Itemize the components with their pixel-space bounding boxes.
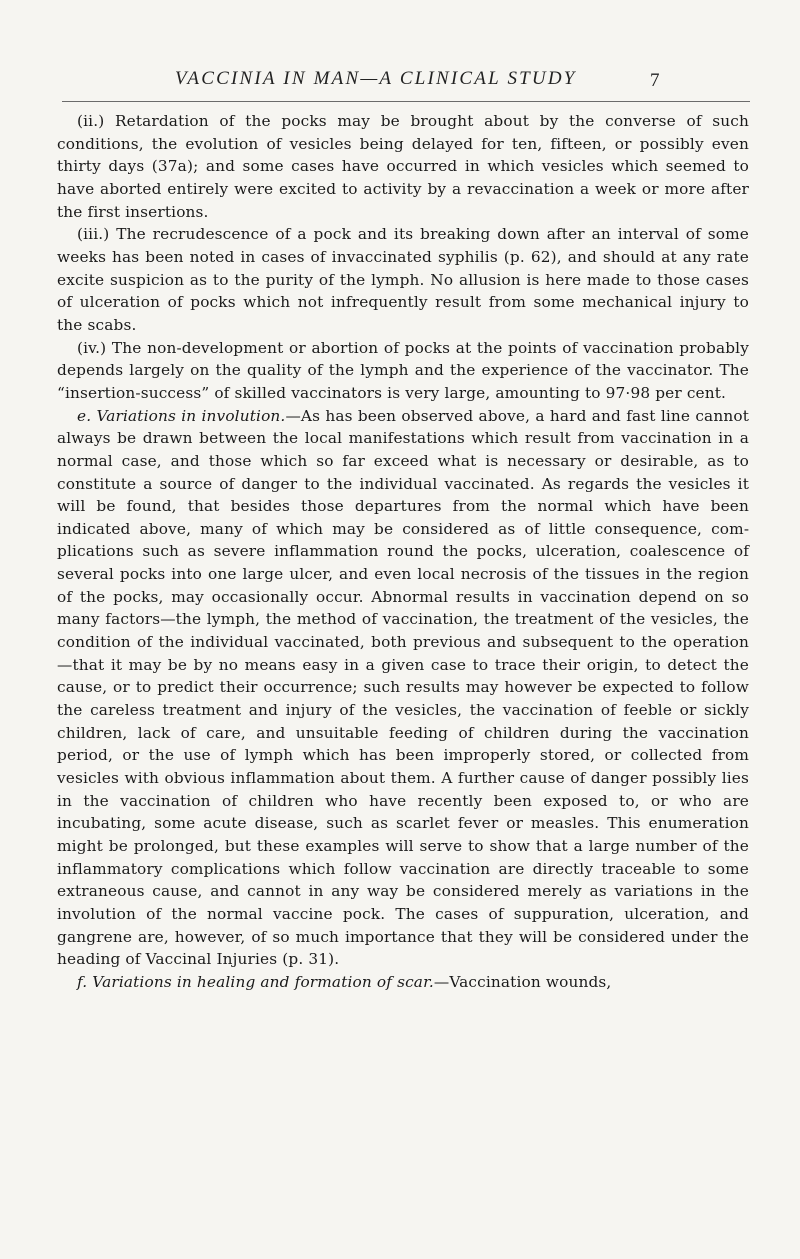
paragraph-variations-involution [57,405,749,971]
paragraph-variations-involution-text: —As has been observed above, a hard and fast line cannot always be drawn between the local manifestations which result from vaccination in a normal case, and those which so far exceed what is necessary or desirable, as to constitute a source of danger to the individual vaccinated. As regards the vesicles it will be found, that besides those departures from the normal which have been indicated above, many of which may be considered as of little consequence, complications such as severe inflammation round the pocks, ulceration, coalescence of several pocks into one large ulcer, and even local necrosis of the tissues in the region of the pocks, may occasionally occur. Abnormal results in vaccination depend on so many factors—the lymph, the method of vaccination, the treatment of the vesicles, the condition of the individual vaccinated, both previous and subsequent to the operation—that it may be by no means easy in a given case to trace their origin, to detect the cause, or to predict their occurrence; such results may however be expected to follow the careless treatment and injury of the vesicles, the vaccination of feeble or sickly children, lack of care, and unsuitable feeding of children during the vaccination period, or the use of lymph which has been improperly stored, or collected from vesicles with obvious inflammation about them. A further cause of danger possibly lies in the vaccination of children who have recently been exposed to, or who are incubating, some acute disease, such as scarlet fever or measles. This enumeration might be prolonged, but these examples will serve to show that a large number of the inflammatory complications which follow vaccination are directly traceable to some extraneous cause, and cannot in any way be considered merely as variations in the involution of the normal vaccine pock. The cases of suppuration, ulceration, and gangrene are, however, of so much importance that they will be considered under the heading of Vaccinal Injuries (p. 31). [57,406,749,969]
header-rule [62,101,750,102]
paragraph-variations-healing-text: —Vaccination wounds, [433,972,612,991]
subheading-variations-involution: e. Variations in involution. [77,406,286,425]
running-title: VACCINIA IN MAN—A CLINICAL STUDY [175,68,577,89]
body-text [57,110,749,994]
page-number: 7 [650,70,660,91]
paragraph-recrudescence: (iii.) The recrudescence of a pock and its breaking down after an interval of some weeks has been noted in cases of invaccinated syphilis (p. 62), and should at any rate excite suspicion as to the purity of the lymph. No allusion is here made to those cases of ulceration of pocks which not infrequently result from some mechanical injury to the scabs. [57,225,749,334]
paragraph-non-development: (iv.) The non-development or abortion of pocks at the points of vaccination probably depends largely on the quality of the lymph and the experience of the vaccinator. The “insertion-success” of skilled vaccinators is very large, amounting to 97·98 per cent. [57,338,749,402]
subheading-variations-healing: f. Variations in healing and formation of scar. [77,972,434,991]
paragraph-retardation: (ii.) Retardation of the pocks may be brought about by the converse of such conditions, the evolution of vesicles being delayed for ten, fifteen, or possibly even thirty days (37a); and some cases have occurred in which vesicles which seemed to have aborted entirely were excited to activity by a revaccination a week or more after the first insertions. [57,112,749,221]
running-head [0,68,800,98]
paragraph-variations-healing [57,971,749,994]
